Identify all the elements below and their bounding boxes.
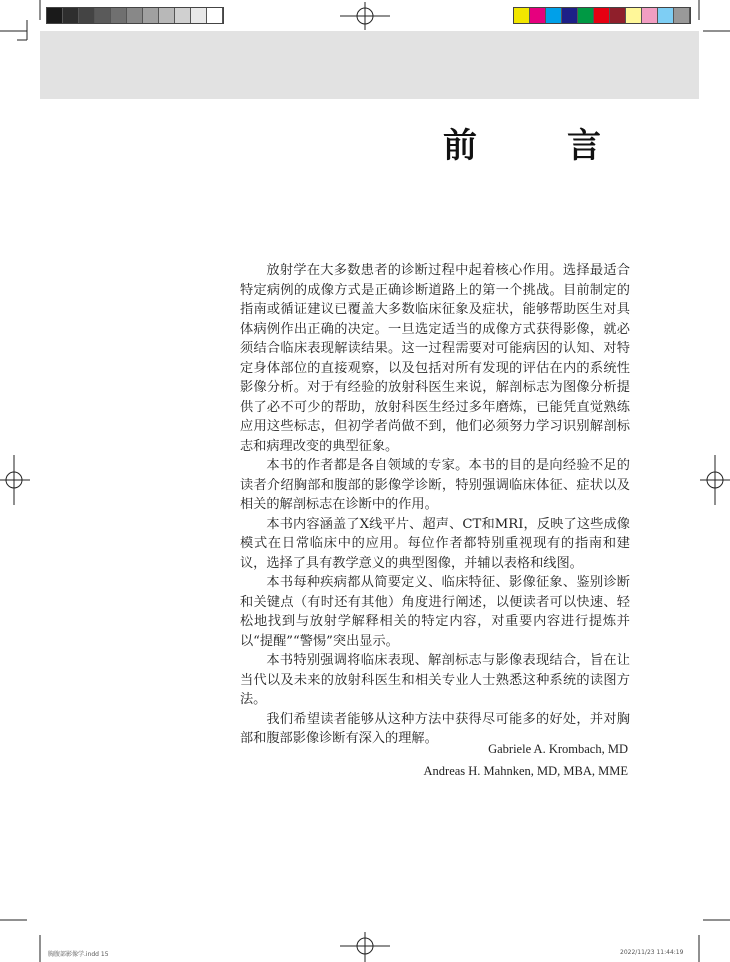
paragraph: 本书的作者都是各自领域的专家。本书的目的是向经验不足的读者介绍胸部和腹部的影像学诊断，特别强调临床体征、症状以及相关的解剖标志在诊断中的作用。 <box>240 458 630 512</box>
paragraph: 本书特别强调将临床表现、解剖标志与影像表现结合，旨在让当代以及未来的放射科医生和相关专业人士熟悉这种系统的读图方法。 <box>240 653 630 707</box>
preface-body <box>240 261 630 749</box>
author-signature: Gabriele A. Krombach, MD <box>488 742 628 756</box>
paragraph: 我们希望读者能够从这种方法中获得尽可能多的好处，并对胸部和腹部影像诊断有深入的理解。 <box>240 711 630 746</box>
paragraph: 本书每种疾病都从简要定义、临床特征、影像征象、鉴别诊断和关键点（有时还有其他）角度进行阐述，以便读者可以快速、轻松地找到与放射学解释相关的特定内容，对重要内容进行提炼并以“提醒”“警惕”突出显示。 <box>240 575 630 649</box>
paragraph: 放射学在大多数患者的诊断过程中起着核心作用。选择最适合特定病例的成像方式是正确诊断道路上的第一个挑战。目前制定的指南或循证建议已覆盖大多数临床征象及症状，能够帮助医生对具体病例作出正确的决定。一旦选定适当的成像方式获得影像，就必须结合临床表现解读结果。这一过程需要对可能病因的认知、对特定身体部位的直接观察，以及包括对所有发现的评估在内的系统性影像分析。对于有经验的放射科医生来说，解剖标志为图像分析提供了必不可少的帮助，放射科医生经过多年磨炼，已能凭直觉熟练应用这些标志，但初学者尚做不到，他们必须努力学习识别解剖标志和病理改变的典型征象。 <box>240 263 630 454</box>
paragraph: 本书内容涵盖了X线平片、超声、CT和MRI，反映了这些成像模式在日常临床中的应用。每位作者都特别重视现有的指南和建议，选择了具有教学意义的典型图像，并辅以表格和线图。 <box>240 516 630 571</box>
header-band <box>40 31 699 99</box>
footer-filename: 胸腹部影像学.indd 15 <box>48 951 109 958</box>
author-signature: Andreas H. Mahnken, MD, MBA, MME <box>423 764 628 778</box>
footer-timestamp: 2022/11/23 11:44:19 <box>620 949 684 956</box>
page-title: 前 言 <box>443 126 629 166</box>
